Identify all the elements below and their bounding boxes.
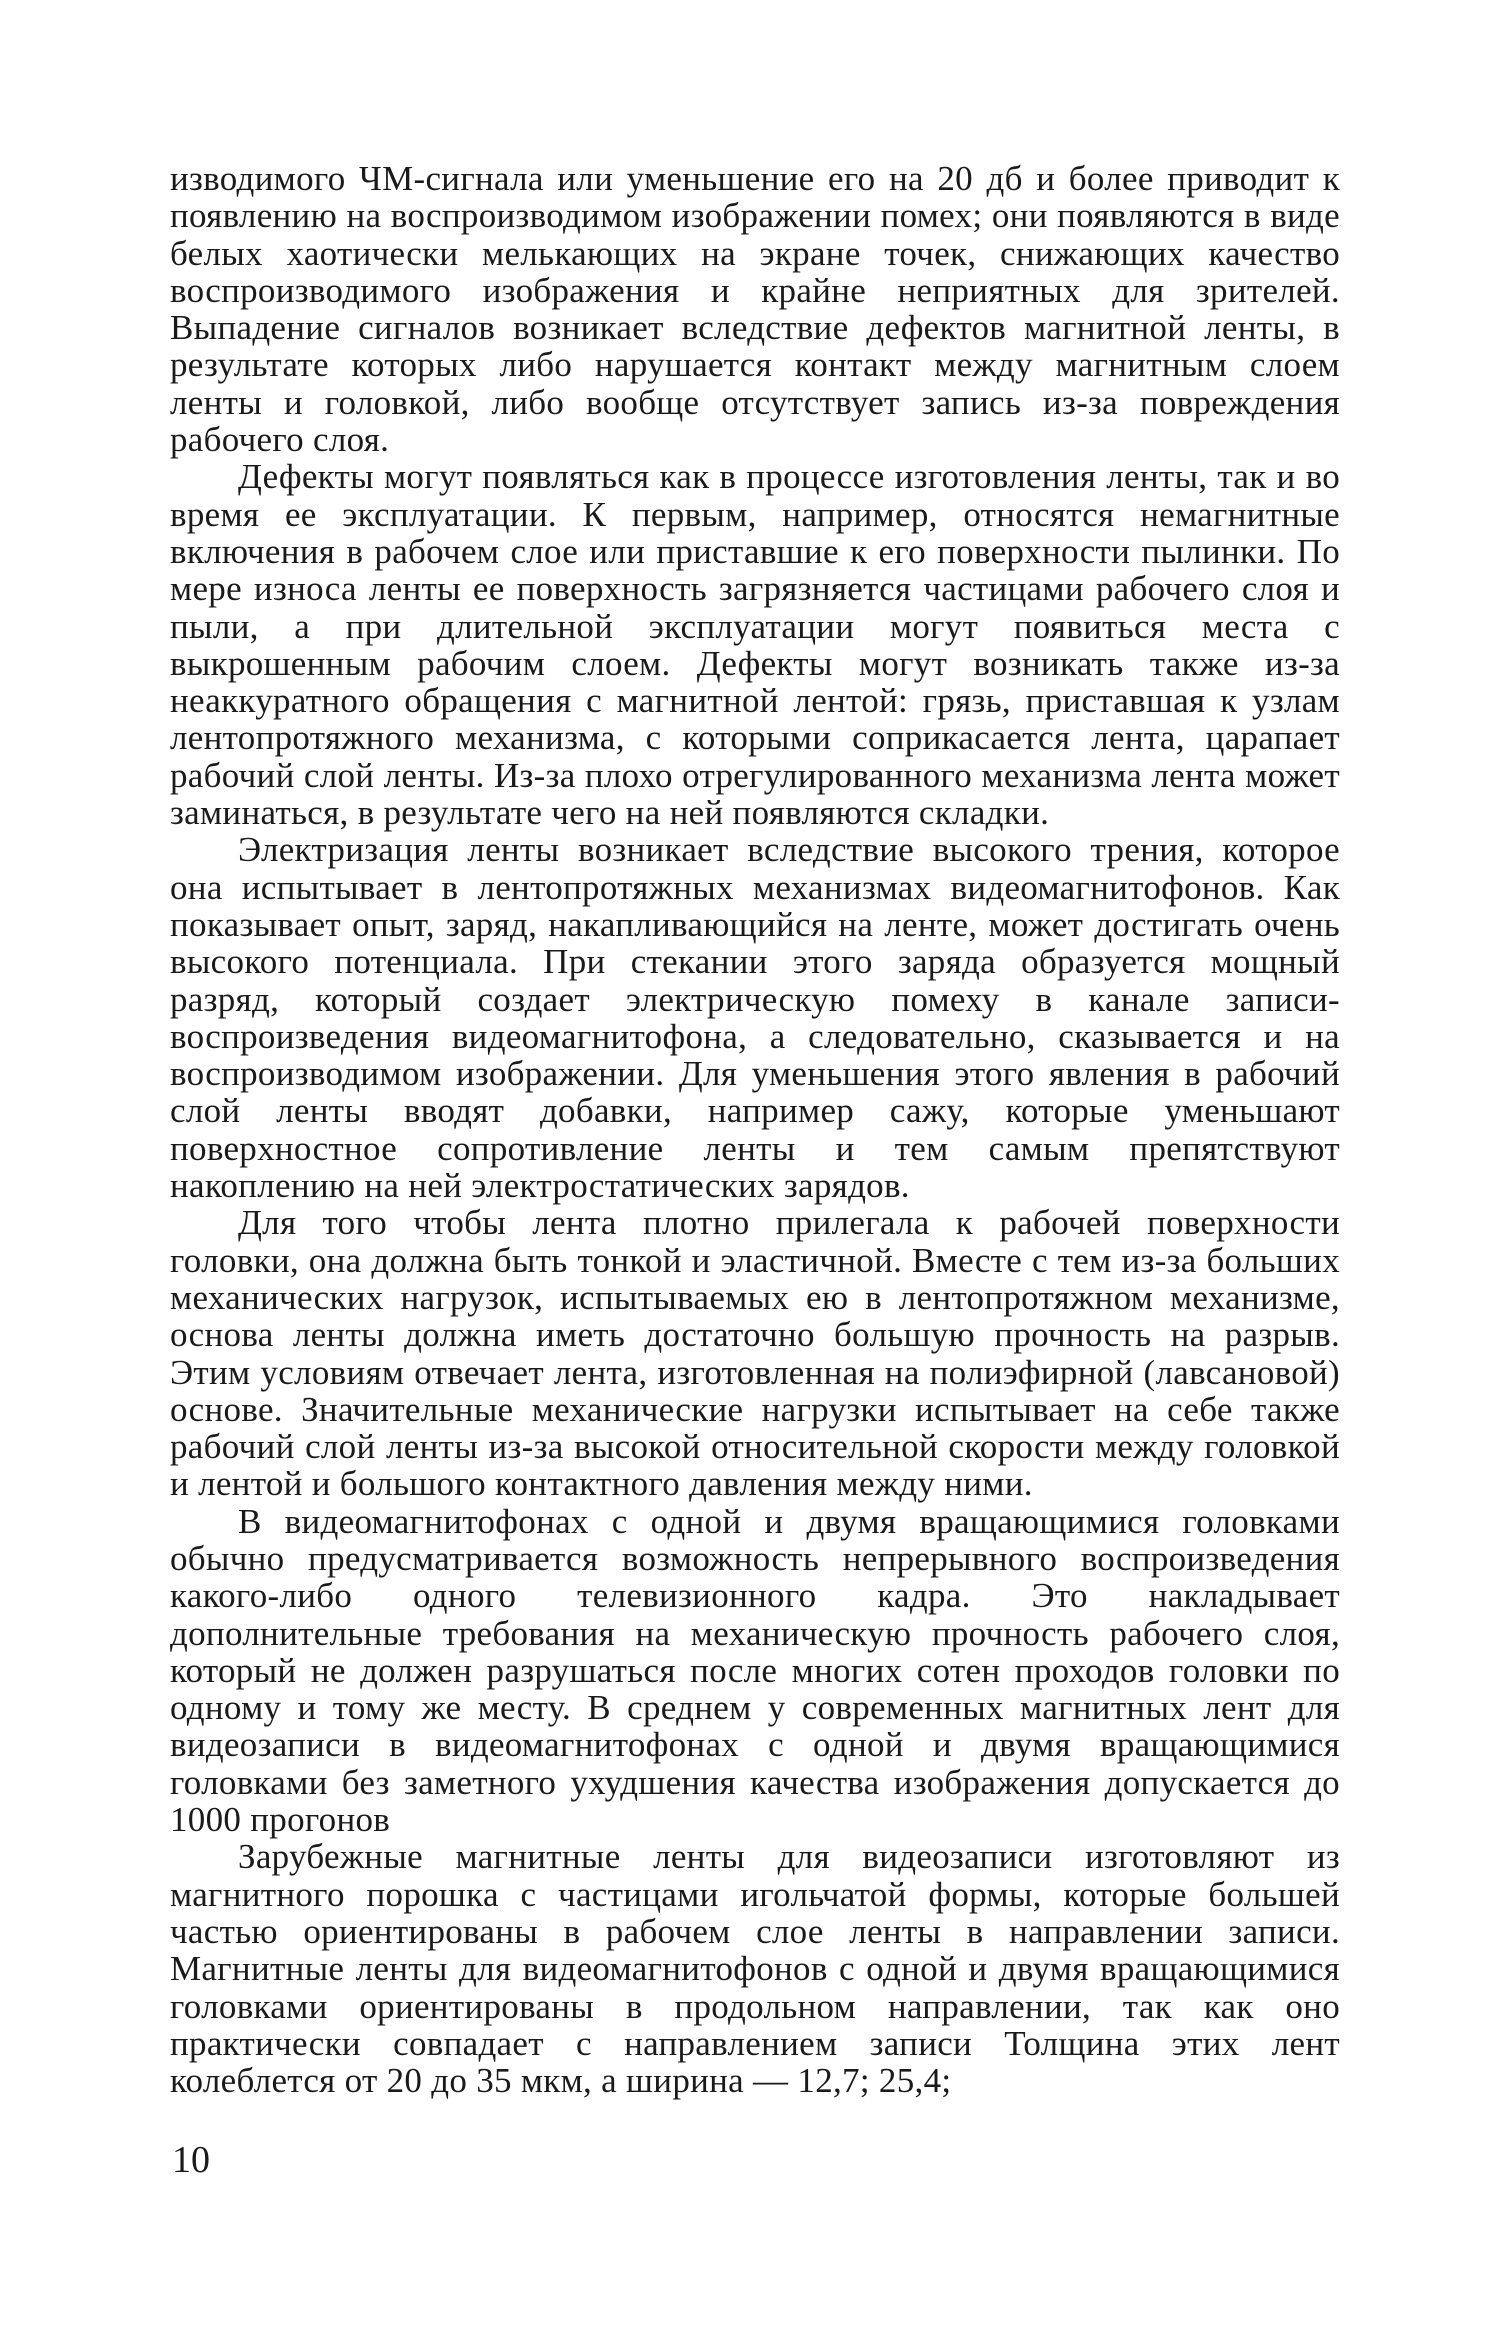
paragraph-3: Электризация ленты возникает вследствие высокого трения, которое она испытывает в лентопротяжных механизмах видеомагнитофонов. Как показывает опыт, заряд, накапливающийся на ленте, может достигать очень высокого потенциала. При стекании этого заряда образуется мощный разряд, который создает электрическую помеху в канале записи-воспроизведения видеомагнитофона, а следовательно, сказывается и на воспроизводимом изображении. Для уменьшения этого явления в рабочий слой ленты вводят добавки, например сажу, которые уменьшают поверхностное сопротивление ленты и тем самым препятствуют накоплению на ней электростатических зарядов. bbox=[170, 830, 1340, 1206]
document-page bbox=[170, 160, 1340, 2099]
paragraph-6: Зарубежные магнитные ленты для видеозаписи изготовляют из магнитного порошка с частицами игольчатой формы, которые большей частью ориентированы в рабочем слое ленты в направлении записи. Магнитные ленты для видеомагнитофонов с одной и двумя вращающимися головками ориентированы в продольном направлении, так как оно практически совпадает с направлением записи Толщина этих лент колеблется от 20 до 35 мкм, а ширина — 12,7; 25,4; bbox=[170, 1837, 1340, 2101]
page-number: 10 bbox=[172, 2139, 210, 2181]
paragraph-1: изводимого ЧМ-сигнала или уменьшение его на 20 дб и более приводит к появлению на воспроизводимом изображении помех; они появляются в виде белых хаотически мелькающих на экране точек, снижающих качество воспроизводимого изображения и крайне неприятных для зрителей. Выпадение сигналов возникает вследствие дефектов магнитной ленты, в результате которых либо нарушается контакт между магнитным слоем ленты и головкой, либо вообще отсутствует запись из-за повреждения рабочего слоя. bbox=[170, 159, 1340, 460]
paragraph-5: В видеомагнитофонах с одной и двумя вращающимися головками обычно предусматривается возможность непрерывного воспроизведения какого-либо одного телевизионного кадра. Это накладывает дополнительные требования на механическую прочность рабочего слоя, который не должен разрушаться после многих сотен проходов головки по одному и тому же месту. В среднем у современных магнитных лент для видеозаписи в видеомагнитофонах с одной и двумя вращающимися головками без заметного ухудшения качества изображения допускается до 1000 прогонов bbox=[170, 1501, 1340, 1840]
paragraph-4: Для того чтобы лента плотно прилегала к рабочей поверхности головки, она должна быть тонкой и эластичной. Вместе с тем из-за больших механических нагрузок, испытываемых ею в лентопротяжном механизме, основа ленты должна иметь достаточно большую прочность на разрыв. Этим условиям отвечает лента, изготовленная на полиэфирной (лавсановой) основе. Значительные механические нагрузки испытывает на себе также рабочий слой ленты из-за высокой относительной скорости между головкой и лентой и большого контактного давления между ними. bbox=[170, 1203, 1340, 1504]
paragraph-2: Дефекты могут появляться как в процессе изготовления ленты, так и во время ее эксплуатации. К первым, например, относятся немагнитные включения в рабочем слое или приставшие к его поверхности пылинки. По мере износа ленты ее поверхность загрязняется частицами рабочего слоя и пыли, а при длительной эксплуатации могут появиться места с выкрошенным рабочим слоем. Дефекты могут возникать также из-за неаккуратного обращения с магнитной лентой: грязь, приставшая к узлам лентопротяжного механизма, с которыми соприкасается лента, царапает рабочий слой ленты. Из-за плохо отрегулированного механизма лента может заминаться, в результате чего на ней появляются складки. bbox=[170, 457, 1340, 833]
